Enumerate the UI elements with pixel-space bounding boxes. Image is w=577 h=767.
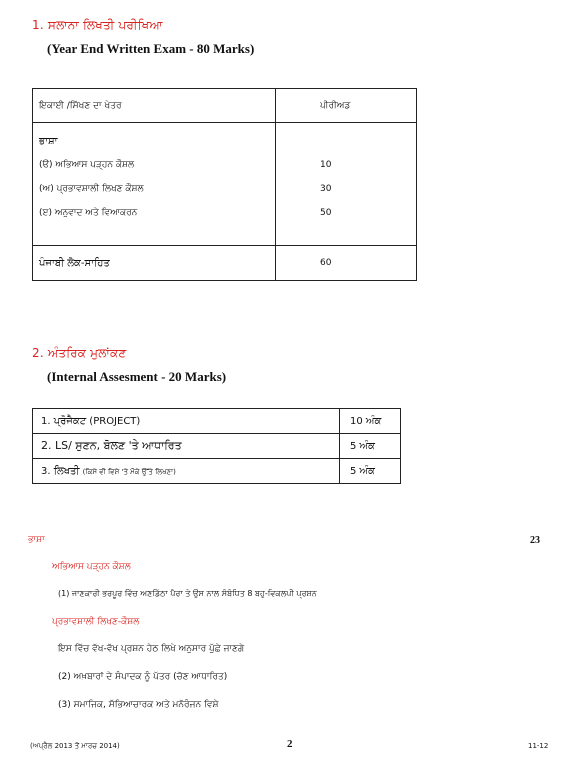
table-header-row: [33, 89, 417, 123]
internal-assessment-table: [32, 408, 401, 484]
group-row: [33, 123, 417, 154]
section2-subtitle: (Internal Assesment - 20 Marks): [47, 369, 227, 384]
row-value: 50: [276, 201, 417, 225]
table-row: [33, 153, 417, 177]
footer-date-range: (ਅਪ੍ਰੈਲ 2013 ਤੋਂ ਮਾਰਚ 2014): [30, 742, 120, 750]
section2-title: ਅੰਤਰਿਕ ਮੁਲਾਂਕਣ: [47, 346, 127, 360]
text-line: ਇਸ ਵਿੱਚ ਵੱਖ-ਵੱਖ ਪ੍ਰਸ਼ਨ ਹੇਠ ਲਿਖੇ ਅਨੁਸਾਰ ਪੁੱਛੇ ਜਾਣਗੇ: [58, 644, 245, 654]
header-period: ਪੀਰੀਅਡ: [276, 89, 417, 123]
text-line: (1) ਜਾਣਕਾਰੀ ਭਰਪੂਰ ਵਿੱਚ ਅਣਡਿੱਠਾ ਪੈਰਾ ਤੇ ਉਸ ਨਾਲ ਸੰਬੰਧਿਤ 8 ਬਹੁ-ਵਿਕਲਪੀ ਪ੍ਰਸ਼ਨ: [58, 589, 317, 598]
assessment-item: 2. LS/ ਸੁਣਨ, ਬੋਲਣ 'ਤੇ ਆਧਾਰਿਤ: [33, 434, 340, 459]
section1-title: ਸਲਾਨਾ ਲਿਖਤੀ ਪਰੀਖਿਆ: [47, 18, 163, 32]
row-value: 30: [276, 177, 417, 201]
assessment-marks: 5 ਅੰਕ: [340, 434, 401, 459]
footer-code: 11-12: [528, 742, 549, 750]
section2-heading: [32, 346, 126, 361]
footer-value: 60: [276, 246, 417, 281]
page-number: 2: [287, 738, 293, 750]
row-value: 10: [276, 153, 417, 177]
section1-heading: [32, 18, 163, 33]
row-label: (ੲ) ਅਨੁਵਾਦ ਅਤੇ ਵਿਆਕਰਨ: [33, 201, 276, 225]
group-label: ਭਾਸ਼ਾ: [33, 123, 276, 154]
section1-subtitle: (Year End Written Exam - 80 Marks): [47, 41, 255, 56]
footer-label: ਪੰਜਾਬੀ ਲੋਕ-ਸਾਹਿਤ: [33, 246, 276, 281]
text-line: (3) ਸਮਾਜਿਕ, ਸੱਭਿਆਚਾਰਕ ਅਤੇ ਮਨੋਰੰਜਨ ਵਿਸ਼ੇ: [58, 700, 219, 710]
footer-row: [33, 246, 417, 281]
assessment-item: 1. ਪ੍ਰੋਜੈਕਟ (PROJECT): [33, 409, 340, 434]
header-area: ਇਕਾਈ /ਸਿੱਖਣ ਦਾ ਖੇਤਰ: [33, 89, 276, 123]
section2-number: 2.: [32, 346, 44, 360]
periods-table: [32, 88, 417, 281]
text-line: (2) ਅਖ਼ਬਾਰਾਂ ਦੇ ਸੰਪਾਦਕ ਨੂੰ ਪੱਤਰ (ਚੋਣ ਆਧਾਰਿਤ): [58, 672, 228, 682]
assessment-marks: 10 ਅੰਕ: [340, 409, 401, 434]
page-ref: 23: [530, 535, 540, 546]
spacer-row: [33, 225, 417, 246]
assessment-item: 3. ਲਿਖਤੀ (ਕਿਸੇ ਵੀ ਵਿਸ਼ੇ 'ਤੇ ਮੌਕੇ ਉੱਤੇ ਲਿਖਣਾ): [33, 459, 340, 484]
table-row: [33, 177, 417, 201]
table-row: [33, 459, 401, 484]
table-row: [33, 201, 417, 225]
assessment-marks: 5 ਅੰਕ: [340, 459, 401, 484]
table-row: [33, 434, 401, 459]
row-label: (ਅ) ਪ੍ਰਭਾਵਸ਼ਾਲੀ ਲਿਖਣ ਕੌਸ਼ਲ: [33, 177, 276, 201]
sub-heading-writing: ਪ੍ਰਭਾਵਸ਼ਾਲੀ ਲਿਖਣ-ਕੌਸ਼ਲ: [52, 617, 140, 627]
table-row: [33, 409, 401, 434]
section1-number: 1.: [32, 18, 44, 32]
lower-heading: ਭਾਸ਼ਾ: [28, 535, 45, 545]
sub-heading-reading: ਅਭਿਆਸ ਪੜ੍ਹਨ ਕੌਸ਼ਲ: [52, 562, 131, 572]
assessment-note: (ਕਿਸੇ ਵੀ ਵਿਸ਼ੇ 'ਤੇ ਮੌਕੇ ਉੱਤੇ ਲਿਖਣਾ): [82, 467, 176, 476]
row-label: (ੳ) ਅਭਿਆਸ ਪੜ੍ਹਨ ਕੌਸ਼ਲ: [33, 153, 276, 177]
